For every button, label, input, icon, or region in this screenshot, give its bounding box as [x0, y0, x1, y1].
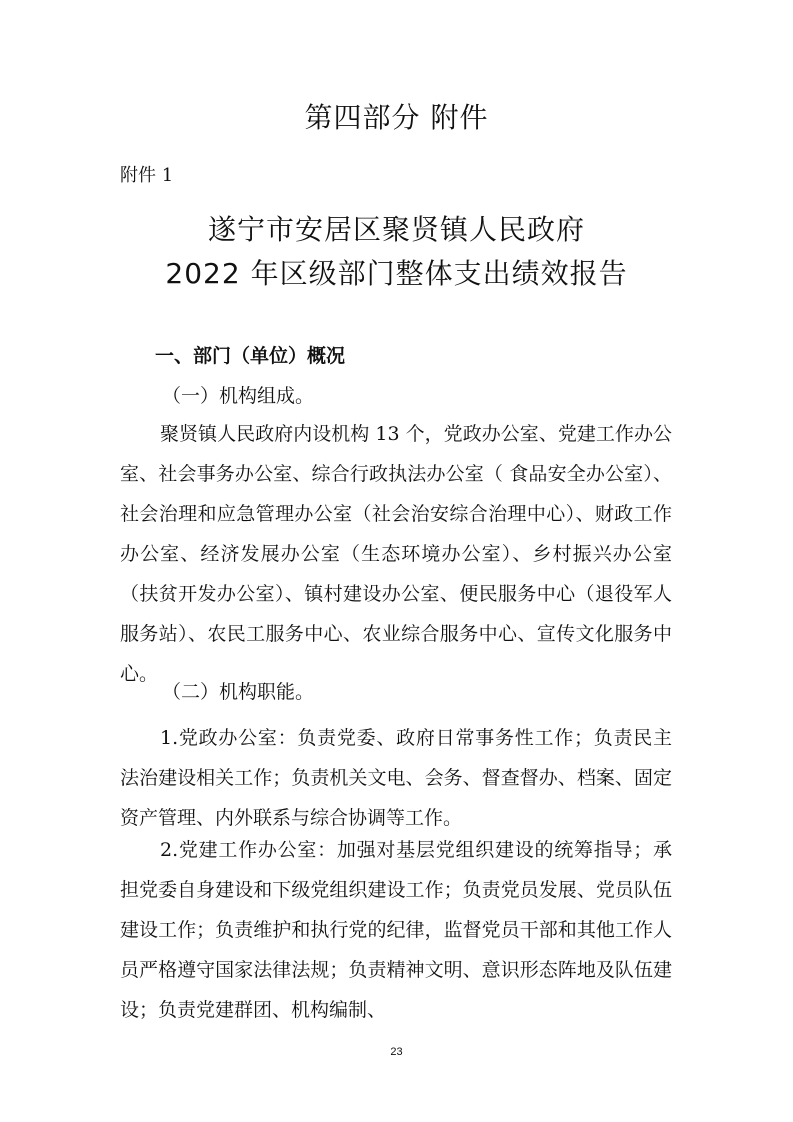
subsection-heading-functions: （二）机构职能。	[162, 681, 315, 703]
paragraph-organization: 聚贤镇人民政府内设机构 13 个，党政办公室、党建工作办公室、社会事务办公室、综合行政执法办公室（ 食品安全办公室）、社会治理和应急管理办公室（社会治安综合治理中心）、财政工作办公室、经济发展办公室（生态环境办公室）、乡村振兴办公室（扶贫开发办公室）、镇村建设办公室、便民服务中心（退役军人服务站）、农民工服务中心、农业综合服务中心、宣传文化服务中心。	[120, 423, 672, 685]
report-title-line1: 遂宁市安居区聚贤镇人民政府	[207, 213, 585, 246]
section-heading-overview: 一、部门（单位）概况	[155, 345, 346, 367]
attachment-label: 附件 1	[120, 165, 174, 186]
part-title: 第四部分 附件	[304, 101, 489, 134]
paragraph-duty-party-office: 1.党政办公室：负责党委、政府日常事务性工作；负责民主法治建设相关工作；负责机关文电、会务、督查督办、档案、固定资产管理、内外联系与综合协调等工作。	[120, 727, 672, 829]
page-number: 23	[390, 1046, 403, 1058]
report-title-line2: 2022 年区级部门整体支出绩效报告	[165, 257, 628, 290]
subsection-heading-organization: （一）机构组成。	[162, 385, 315, 407]
paragraph-duty-party-building: 2.党建工作办公室：加强对基层党组织建设的统筹指导；承担党委自身建设和下级党组织建设工作；负责党员发展、党员队伍建设工作；负责维护和执行党的纪律，监督党员干部和其他工作人员严格遵守国家法律法规；负责精神文明、意识形态阵地及队伍建设；负责党建群团、机构编制、	[120, 839, 672, 1021]
